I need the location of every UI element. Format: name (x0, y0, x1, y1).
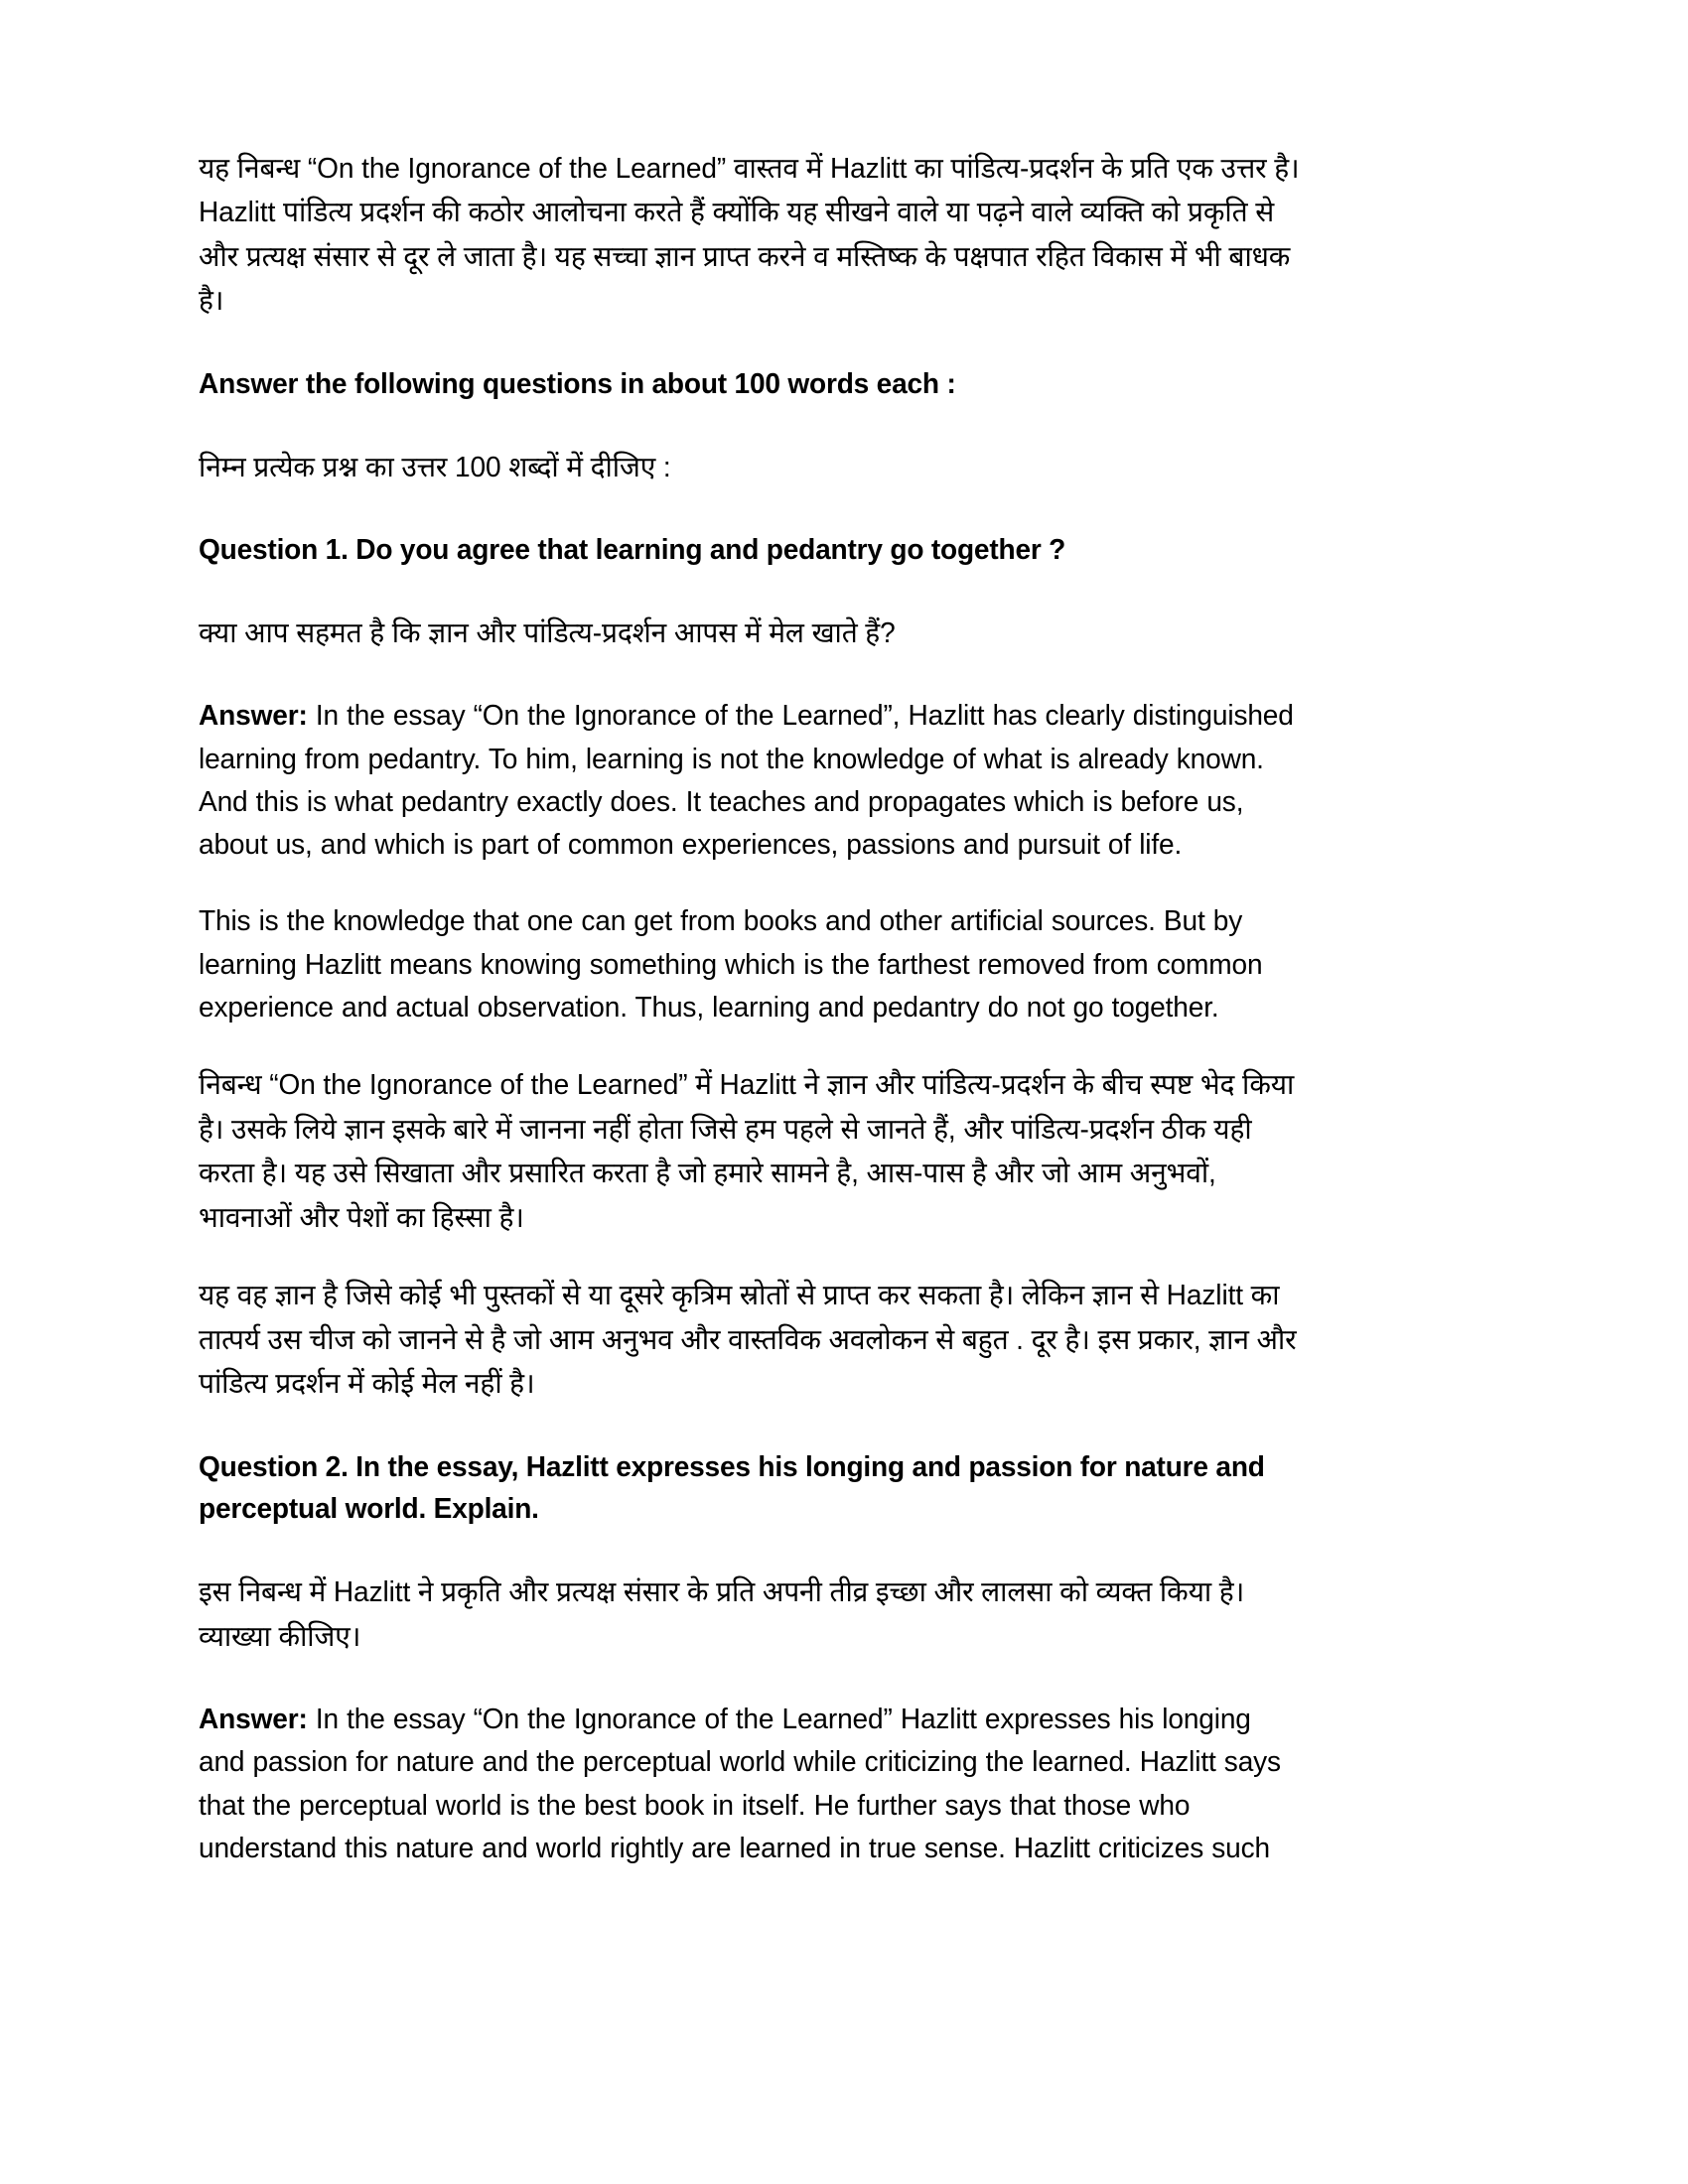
intro-hindi-paragraph (199, 147, 1321, 324)
answer-label: Answer: (199, 700, 308, 733)
question-2-hindi-paragraph (199, 1570, 1321, 1659)
answer-1-hindi-paragraph-1 (199, 1063, 1321, 1240)
instruction-hindi-paragraph (199, 446, 1321, 489)
answer-1-hindi-para-1-text: निबन्ध “On the Ignorance of the Learned” में Hazlitt ने ज्ञान और पांडित्य-प्रदर्शन के बीच स्पष्ट भेद किया है। उसके लिये ज्ञान इसके बारे में जानना नहीं होता जिसे हम पहले से जानते हैं, और पांडित्य-प्रदर्शन ठीक यही करता है। यह उसे सिखाता और प्रसारित करता है जो हमारे सामने है, आस-पास है और जो आम अनुभवों, भावनाओं और पेशों का हिस्सा है। (199, 1069, 1295, 1234)
answer-2-para-1 (199, 1699, 1304, 1870)
instruction-hindi-text: निम्न प्रत्येक प्रश्न का उत्तर 100 शब्दों में दीजिए : (199, 451, 671, 483)
answer-label: Answer: (199, 1703, 308, 1735)
answer-1-para-2-text: This is the knowledge that one can get from books and other artificial sources. But by learning Hazlitt means knowing something which is the farthest removed from common experience and actual observation. Thus, learning and pedantry do not go together. (199, 905, 1263, 1024)
question-1-hindi-paragraph (199, 612, 1321, 655)
document-content (199, 147, 1321, 1870)
question-2-english-text: Question 2. In the essay, Hazlitt expresses his longing and passion for nature and perceptual world. Explain. (199, 1450, 1265, 1526)
answer-1-para-1-text: In the essay “On the Ignorance of the Learned”, Hazlitt has clearly distinguished learning from pedantry. To him, learning is not the knowledge of what is already known. And this is what pedantry exactly does. It teaches and propagates which is before us, about us, and which is part of common experiences, passions and pursuit of life. (199, 700, 1294, 862)
question-1-english-text: Question 1. Do you agree that learning and pedantry go together ? (199, 534, 1066, 567)
answer-1-para-1 (199, 695, 1304, 867)
answer-1-english-paragraph-2 (199, 900, 1321, 1029)
answer-2-para-1-text: In the essay “On the Ignorance of the Learned” Hazlitt expresses his longing and passion for nature and the perceptual world while criticizing the learned. Hazlitt says that the perceptual world is the best book in itself. He further says that those who understand this nature and world rightly are learned in true sense. Hazlitt criticizes such (199, 1703, 1281, 1864)
question-2-hindi-text: इस निबन्ध में Hazlitt ने प्रकृति और प्रत्यक्ष संसार के प्रति अपनी तीव्र इच्छा और लालसा को व्यक्त किया है। व्याख्या कीजिए। (199, 1576, 1245, 1653)
intro-hindi-text: यह निबन्ध “On the Ignorance of the Learned” वास्तव में Hazlitt का पांडित्य-प्रदर्शन के प्रति एक उत्तर है। Hazlitt पांडित्य प्रदर्शन की कठोर आलोचना करते हैं क्योंकि यह सीखने वाले या पढ़ने वाले व्यक्ति को प्रकृति से और प्रत्यक्ष संसार से दूर ले जाता है। यह सच्चा ज्ञान प्राप्त करने व मस्तिष्क के पक्षपात रहित विकास में भी बाधक है। (199, 153, 1300, 318)
instruction-english-text: Answer the following questions in about 100 words each : (199, 367, 956, 400)
question-2-heading (199, 1446, 1321, 1532)
question-1-hindi-text: क्या आप सहमत है कि ज्ञान और पांडित्य-प्रदर्शन आपस में मेल खाते हैं? (199, 616, 896, 649)
answer-1-hindi-para-2-text: यह वह ज्ञान है जिसे कोई भी पुस्तकों से या दूसरे कृत्रिम स्रोतों से प्राप्त कर सकता है। लेकिन ज्ञान से Hazlitt का तात्पर्य उस चीज को जानने से है जो आम अनुभव और वास्तविक अवलोकन से बहुत . दूर है। इस प्रकार, ज्ञान और पांडित्य प्रदर्शन में कोई मेल नहीं है। (199, 1280, 1297, 1401)
question-1-heading (199, 529, 1321, 572)
instruction-english-heading (199, 363, 1321, 406)
answer-1-english-paragraph-1 (199, 695, 1321, 867)
answer-1-hindi-paragraph-2 (199, 1274, 1321, 1406)
answer-2-english-paragraph-1 (199, 1699, 1321, 1870)
